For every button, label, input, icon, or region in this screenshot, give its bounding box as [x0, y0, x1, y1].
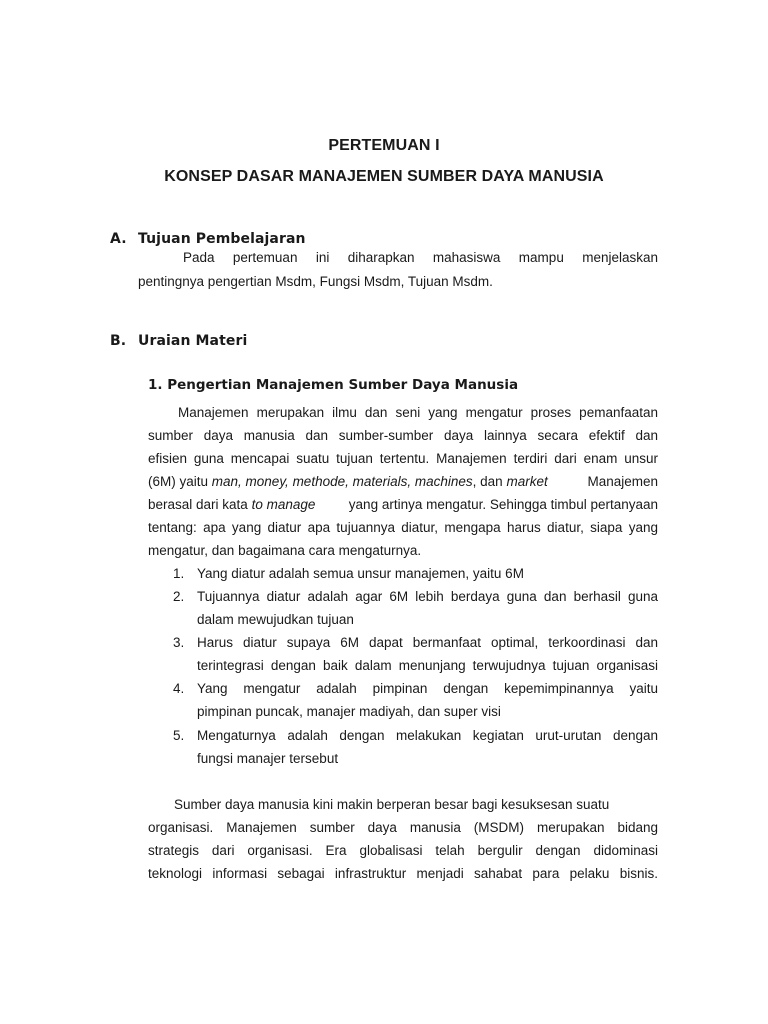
section-letter: B.: [110, 333, 127, 349]
text-run: Manajemen: [587, 474, 658, 489]
text-run: (6M) yaitu: [148, 474, 209, 489]
paragraph-line: [148, 497, 658, 513]
text-run: [148, 474, 548, 490]
text-run: [148, 497, 315, 513]
list-number: 1.: [173, 566, 185, 581]
paragraph-line: organisasi. Manajemen sumber daya manusia (MSDM) merupakan bidang: [148, 820, 658, 835]
text-run: , dan: [472, 474, 503, 489]
paragraph-line: mengatur, dan bagaimana cara mengaturnya.: [148, 543, 422, 558]
text-run: yang artinya mengatur. Sehingga timbul pertanyaan: [348, 497, 658, 512]
section-title: Uraian Materi: [138, 333, 248, 349]
paragraph-line: efisien guna mencapai suatu tujuan tertentu. Manajemen terdiri dari enam unsur: [148, 451, 658, 466]
list-item: Mengaturnya adalah dengan melakukan kegiatan urut-urutan dengan: [197, 728, 658, 743]
list-number: 5.: [173, 728, 185, 743]
paragraph-line: tentang: apa yang diatur apa tujuannya diatur, mengapa harus diatur, siapa yang: [148, 520, 658, 535]
text-run: berasal dari kata: [148, 497, 248, 512]
subsection-heading: 1. Pengertian Manajemen Sumber Daya Manusia: [148, 377, 519, 393]
paragraph-line: pentingnya pengertian Msdm, Fungsi Msdm, Tujuan Msdm.: [138, 274, 493, 289]
list-item: Yang mengatur adalah pimpinan dengan kepemimpinannya yaitu: [197, 681, 658, 696]
paragraph-line: teknologi informasi sebagai infrastruktur menjadi sahabat para pelaku bisnis.: [148, 866, 658, 881]
list-item: pimpinan puncak, manajer madiyah, dan super visi: [197, 704, 501, 719]
page-title: PERTEMUAN I: [328, 137, 440, 154]
list-item: fungsi manajer tersebut: [197, 751, 339, 766]
paragraph-line: sumber daya manusia dan sumber-sumber daya lainnya secara efektif dan: [148, 428, 658, 443]
section-letter: A.: [110, 231, 127, 247]
italic-text: market: [506, 474, 548, 489]
paragraph-line: Manajemen merupakan ilmu dan seni yang mengatur proses pemanfaatan: [178, 405, 658, 420]
page-subtitle: KONSEP DASAR MANAJEMEN SUMBER DAYA MANUSIA: [164, 168, 604, 185]
list-number: 3.: [173, 635, 185, 650]
italic-text: to manage: [251, 497, 316, 512]
list-number: 2.: [173, 589, 185, 604]
list-item: dalam mewujudkan tujuan: [197, 612, 354, 627]
list-item: Harus diatur supaya 6M dapat bermanfaat optimal, terkoordinasi dan: [197, 635, 658, 650]
list-number: 4.: [173, 681, 185, 696]
section-title: Tujuan Pembelajaran: [138, 231, 306, 247]
list-item: Yang diatur adalah semua unsur manajemen, yaitu 6M: [197, 566, 524, 581]
paragraph-line: [148, 474, 658, 490]
list-item: terintegrasi dengan baik dalam menunjang terwujudnya tujuan organisasi: [197, 658, 658, 673]
paragraph-line: strategis dari organisasi. Era globalisasi telah bergulir dengan didominasi: [148, 843, 658, 858]
italic-text: man, money, methode, materials, machines: [211, 474, 473, 489]
paragraph-line: Sumber daya manusia kini makin berperan besar bagi kesuksesan suatu: [174, 797, 610, 812]
paragraph-line: Pada pertemuan ini diharapkan mahasiswa mampu menjelaskan: [183, 250, 658, 265]
list-item: Tujuannya diatur adalah agar 6M lebih berdaya guna dan berhasil guna: [197, 589, 658, 604]
